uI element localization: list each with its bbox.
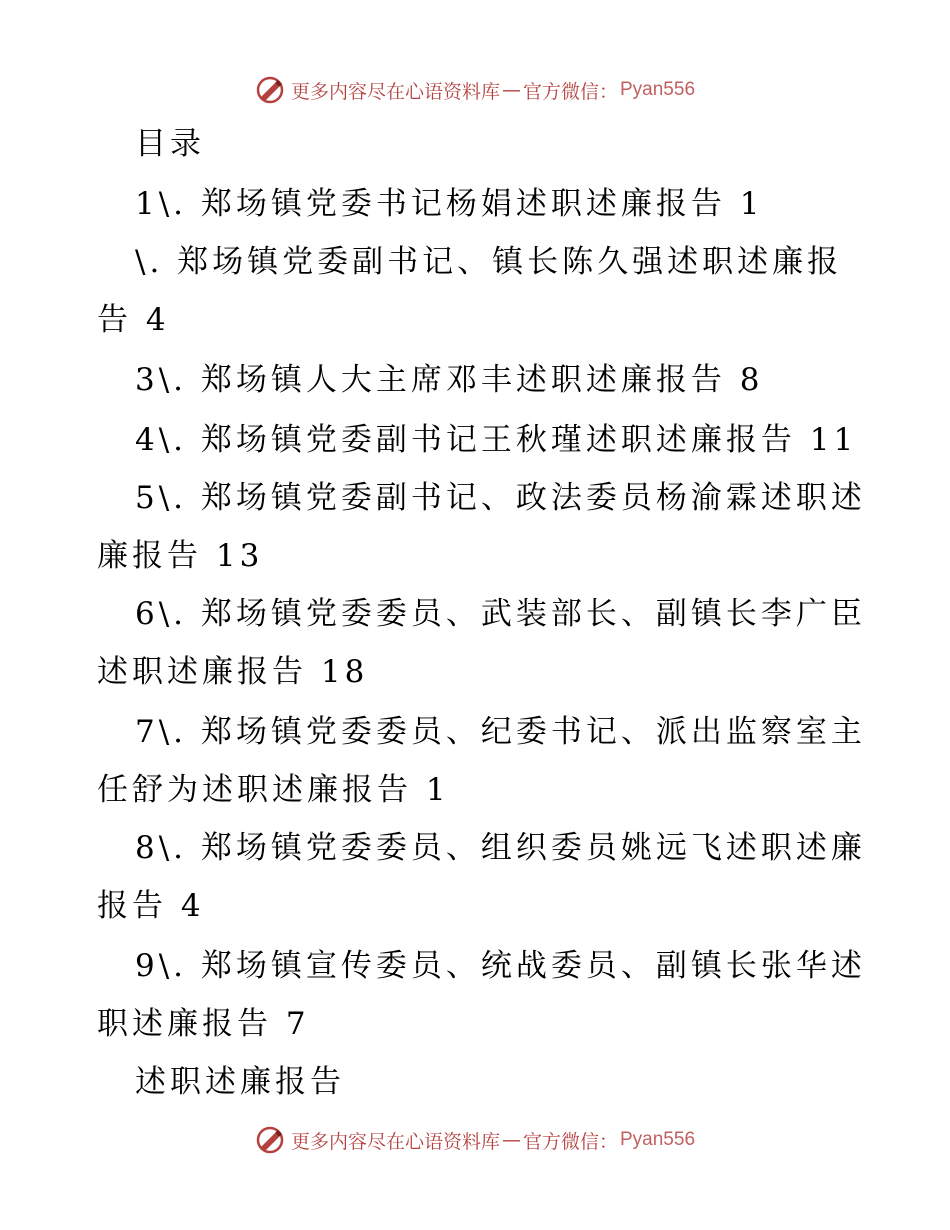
watermark-separator: — — [501, 1129, 521, 1151]
footer-watermark — [0, 1120, 950, 1160]
pen-logo-icon — [255, 1125, 285, 1155]
toc-line: 廉报告 13 — [97, 538, 264, 574]
watermark-label: 官方微信： — [522, 1130, 618, 1153]
toc-line: 述职述廉报告 18 — [97, 654, 369, 690]
header-watermark — [0, 70, 950, 110]
toc-line: 告 4 — [97, 302, 170, 338]
watermark-separator: — — [501, 79, 521, 101]
toc-line: 7\. 郑场镇党委委员、纪委书记、派出监察室主 — [135, 714, 866, 750]
toc-line: 6\. 郑场镇党委委员、武装部长、副镇长李广臣 — [135, 596, 866, 632]
watermark-label: 官方微信： — [522, 80, 618, 103]
toc-line: 报告 4 — [97, 888, 205, 924]
toc-heading: 目录 — [135, 126, 205, 162]
toc-line: 4\. 郑场镇党委副书记王秋瑾述职述廉报告 11 — [135, 422, 858, 458]
watermark-id: Pyan556 — [620, 79, 696, 100]
toc-line: 5\. 郑场镇党委副书记、政法委员杨渝霖述职述 — [135, 480, 866, 516]
toc-line: 8\. 郑场镇党委委员、组织委员姚远飞述职述廉 — [135, 830, 866, 866]
section-title: 述职述廉报告 — [135, 1064, 345, 1100]
toc-line: 1\. 郑场镇党委书记杨娟述职述廉报告 1 — [135, 186, 764, 222]
pen-logo-icon — [255, 75, 285, 105]
toc-line: 任舒为述职述廉报告 1 — [97, 772, 450, 808]
toc-line: 9\. 郑场镇宣传委员、统战委员、副镇长张华述 — [135, 948, 866, 984]
toc-line: 职述廉报告 7 — [97, 1006, 310, 1042]
watermark-text: 更多内容尽在心语资料库 — [290, 80, 500, 103]
toc-line: 3\. 郑场镇人大主席邓丰述职述廉报告 8 — [135, 362, 764, 398]
watermark-text: 更多内容尽在心语资料库 — [290, 1130, 500, 1153]
watermark-id: Pyan556 — [620, 1129, 696, 1150]
toc-line: \. 郑场镇党委副书记、镇长陈久强述职述廉报 — [135, 244, 843, 280]
